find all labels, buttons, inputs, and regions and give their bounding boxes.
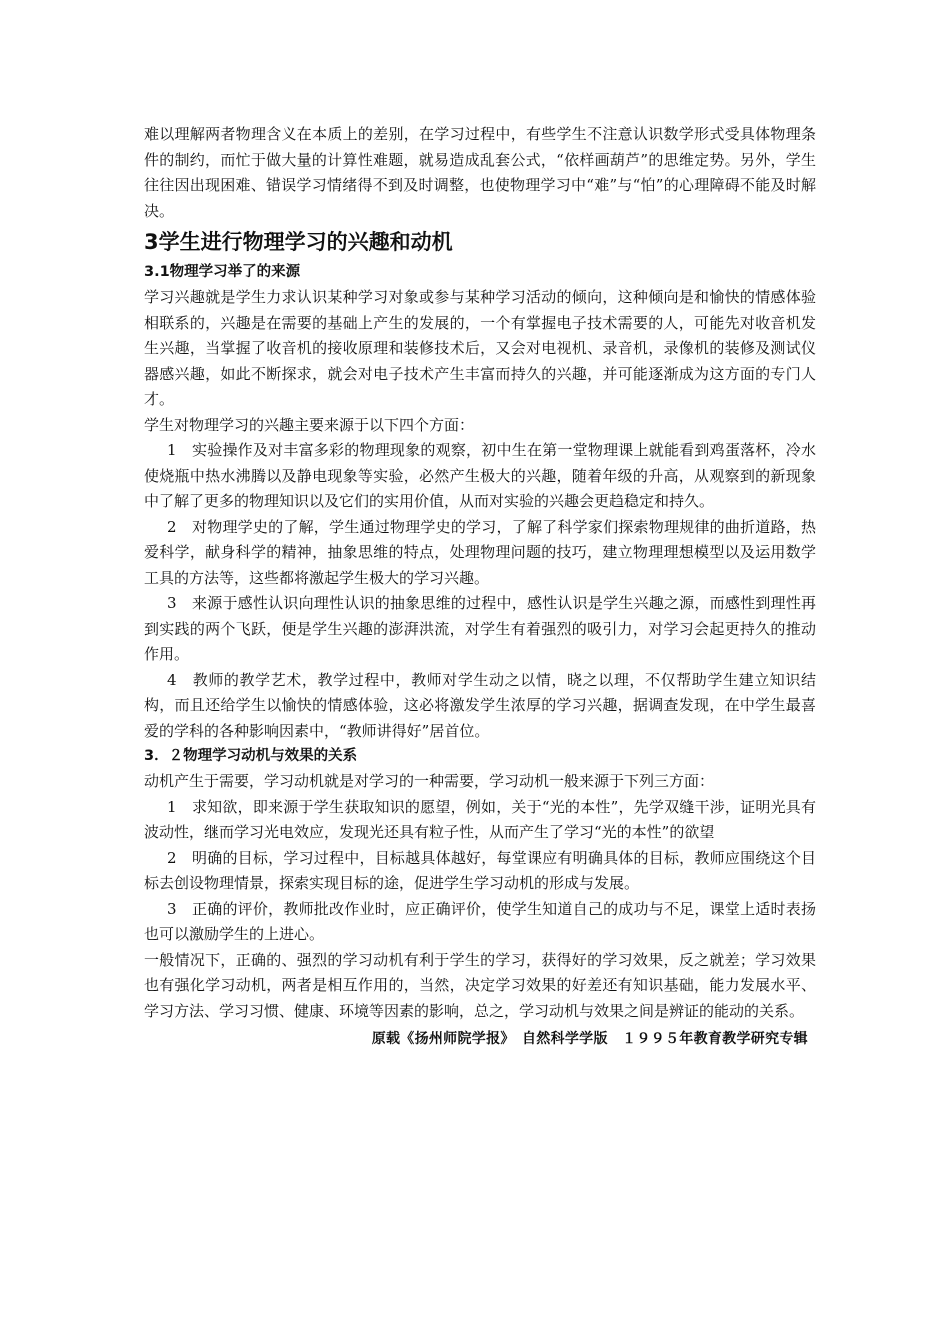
- motivation-source-item-1: 1 求知欲，即来源于学生获取知识的愿望，例如，关于“光的本性”，先学双缝干涉，证明光具有波动性，继而学习光电效应，发现光还具有粒子性，从而产生了学习“光的本性”的欲望: [144, 797, 816, 841]
- intro-paragraph: 难以理解两者物理含义在本质上的差别，在学习过程中，有些学生不注意认识数学形式受具体物理条件的制约，而忙于做大量的计算性难题，就易造成乱套公式，“依样画葫芦”的思维定势。另外，学生往往因出现困难、错误学习情绪得不到及时调整，也使物理学习中“难”与“怕”的心理障碍不能及时解决。: [144, 125, 816, 220]
- motivation-source-item-2: 2 明确的目标，学习过程中，目标越具体越好，每堂课应有明确具体的目标，教师应围绕这个目标去创设物理情景，探索实现目标的途，促进学生学习动机的形成与发展。: [144, 848, 816, 892]
- motivation-source-item-3: 3 正确的评价，教师批改作业时，应正确评价，使学生知道自己的成功与不足，课堂上适时表扬也可以激励学生的上进心。: [144, 899, 816, 943]
- interest-source-item-3: 3 来源于感性认识向理性认识的抽象思维的过程中，感性认识是学生兴趣之源，而感性到理性再到实践的两个飞跃，便是学生兴趣的澎湃洪流，对学生有着强烈的吸引力，对学习会起更持久的推动作用。: [144, 594, 816, 663]
- conclusion-paragraph: 一般情况下，正确的、强烈的学习动机有利于学生的学习，获得好的学习效果，反之就差；学习效果也有强化学习动机，两者是相互作用的，当然，决定学习效果的好差还有知识基础，能力发展水平、学习方法、学习习惯、健康、环境等因素的影响，总之，学习动机与效果之间是辨证的能动的关系。: [144, 950, 816, 1020]
- motivation-intro-paragraph: 动机产生于需要，学习动机就是对学习的一种需要，学习动机一般来源于下列三方面：: [144, 772, 715, 790]
- interest-sources-intro: 学生对物理学习的兴趣主要来源于以下四个方面：: [144, 415, 475, 434]
- interest-definition-paragraph: 学习兴趣就是学生力求认识某种学习对象或参与某种学习活动的倾向，这种倾向是和愉快的情感体验相联系的，兴趣是在需要的基础上产生的发展的，一个有掌握电子技术需要的人，可能先对收音机发生兴趣，当掌握了收音机的接收原理和装修技术后，又会对电视机、录音机，录像机的装修及测试仪器感兴趣，如此不断探求，就会对电子技术产生丰富而持久的兴趣，并可能逐渐成为这方面的专门人才。: [144, 288, 816, 408]
- subsection-3-2-heading: 3．２物理学习动机与效果的关系: [144, 748, 358, 764]
- interest-source-item-1: 1 实验操作及对丰富多彩的物理现象的观察，初中生在第一堂物理课上就能看到鸡蛋落杯，冷水使烧瓶中热水沸腾以及静电现象等实验，必然产生极大的兴趣，随着年级的升高，从观察到的新现象中了解了更多的物理知识以及它们的实用价值，从而对实验的兴趣会更趋稳定和持久。: [144, 441, 816, 510]
- interest-source-item-4: 4 教师的教学艺术，教学过程中，教师对学生动之以情，晓之以理，不仅帮助学生建立知识结构，而且还给学生以愉快的情感体验，这必将激发学生浓厚的学习兴趣，据调查发现，在中学生最喜爱的学科的各种影响因素中，“教师讲得好”居首位。: [144, 670, 816, 740]
- document-page: [144, 122, 816, 1052]
- source-citation: 原载《扬州师院学报》 自然科学学版 １９９５年教育教学研究专辑: [371, 1031, 808, 1047]
- section-3-heading: 3学生进行物理学习的兴趣和动机: [144, 230, 453, 254]
- interest-source-item-2: 2 对物理学史的了解，学生通过物理学史的学习，了解了科学家们探索物理规律的曲折道路，热爱科学，献身科学的精神，抽象思维的特点，处理物理问题的技巧，建立物理理想模型以及运用数学工具的方法等，这些都将激起学生极大的学习兴趣。: [144, 517, 816, 587]
- subsection-3-1-heading: 3.1物理学习举了的来源: [144, 264, 301, 280]
